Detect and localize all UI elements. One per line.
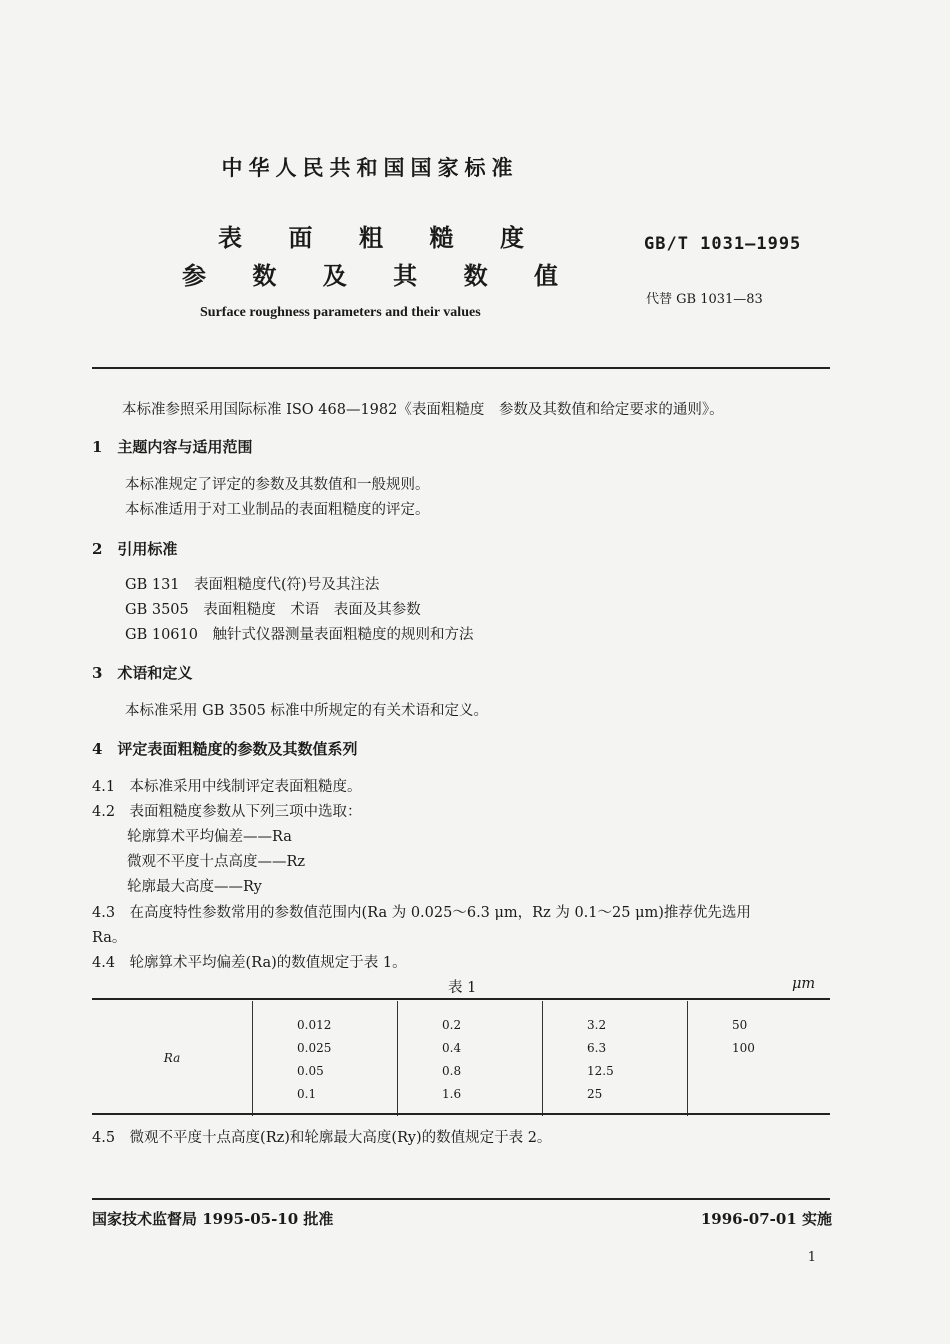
table-row-label: Ra [163, 1051, 181, 1065]
reference-item: GB 10610 触针式仪器测量表面粗糙度的规则和方法 [125, 627, 474, 643]
table-value: 0.025 [297, 1041, 332, 1055]
clause-4-3-continued: Ra。 [92, 930, 127, 946]
table-value: 0.8 [442, 1064, 462, 1078]
replaces-note: 代替 GB 1031—83 [646, 292, 763, 307]
approval-note: 国家技术监督局 1995-05-10 批准 [92, 1210, 334, 1228]
intro-text: 本标准参照采用国际标准 ISO 468—1982《表面粗糙度 参数及其数值和给定要求的通则》。 [122, 402, 724, 418]
title-line-2 [182, 256, 558, 291]
table-top-rule [92, 998, 830, 1000]
clause-4-5: 4.5 微观不平度十点高度(Rz)和轮廓最大高度(Ry)的数值规定于表 2。 [92, 1130, 552, 1146]
issuing-organization: 中华人民共和国国家标准 [221, 155, 519, 180]
table-value: 0.012 [297, 1018, 332, 1032]
reference-item: GB 3505 表面粗糙度 术语 表面及其参数 [125, 602, 421, 618]
table-cell-column-4 [688, 1001, 833, 1116]
table-value: 1.6 [442, 1087, 462, 1101]
reference-item: GB 131 表面粗糙度代(符)号及其注法 [125, 577, 380, 593]
table-bottom-rule [92, 1113, 830, 1115]
page-number: 1 [807, 1250, 816, 1265]
title-char: 粗 [359, 223, 383, 252]
header-divider [92, 367, 830, 369]
title-char: 及 [322, 261, 347, 290]
table-value: 3.2 [587, 1018, 607, 1032]
table-value: 25 [587, 1087, 603, 1101]
section-1-line: 本标准适用于对工业制品的表面粗糙度的评定。 [125, 502, 430, 518]
title-char: 参 [182, 261, 206, 290]
section-3-heading: 3 术语和定义 [92, 664, 193, 682]
table-1-unit: μm [792, 976, 816, 992]
table-row [92, 1001, 832, 1116]
title-char: 度 [500, 223, 524, 252]
title-char: 值 [533, 261, 558, 290]
table-value: 6.3 [587, 1041, 607, 1055]
section-4-heading: 4 评定表面粗糙度的参数及其数值系列 [92, 740, 358, 758]
section-3-line: 本标准采用 GB 3505 标准中所规定的有关术语和定义。 [125, 703, 488, 719]
section-1-heading: 1 主题内容与适用范围 [92, 438, 253, 456]
title-char: 表 [218, 223, 242, 252]
table-1 [92, 1001, 832, 1116]
table-value: 0.4 [442, 1041, 462, 1055]
title-line-1 [218, 218, 524, 253]
table-value: 0.1 [297, 1087, 317, 1101]
table-cell-column-2 [398, 1001, 543, 1116]
footer-divider [92, 1198, 830, 1200]
title-char: 数 [463, 261, 488, 290]
effective-date: 1996-07-01 实施 [700, 1210, 832, 1228]
title-char: 面 [288, 223, 313, 252]
table-cell-column-1 [253, 1001, 398, 1116]
table-cell-column-3 [543, 1001, 688, 1116]
standard-code: GB/T 1031—1995 [644, 234, 802, 254]
table-1-caption: 表 1 [448, 980, 477, 996]
table-value: 100 [732, 1041, 755, 1055]
parameter-item: 轮廓最大高度——Ry [127, 879, 262, 895]
title-char: 数 [252, 261, 277, 290]
section-1-line: 本标准规定了评定的参数及其数值和一般规则。 [125, 477, 430, 493]
table-value: 0.2 [442, 1018, 462, 1032]
clause-4-1: 4.1 本标准采用中线制评定表面粗糙度。 [92, 779, 362, 795]
clause-4-3: 4.3 在高度特性参数常用的参数值范围内(Ra 为 0.025～6.3 μm，Rz 为 0.1～25 μm)推荐优先选用 [92, 905, 751, 921]
table-value: 12.5 [587, 1064, 614, 1078]
table-value: 50 [732, 1018, 748, 1032]
title-char: 糙 [429, 223, 454, 252]
parameter-item: 轮廓算术平均偏差——Ra [127, 829, 292, 845]
clause-4-4: 4.4 轮廓算术平均偏差(Ra)的数值规定于表 1。 [92, 955, 407, 971]
parameter-item: 微观不平度十点高度——Rz [127, 854, 306, 870]
section-2-heading: 2 引用标准 [92, 540, 178, 558]
title-char: 其 [393, 261, 418, 290]
table-value: 0.05 [297, 1064, 324, 1078]
english-title: Surface roughness parameters and their values [200, 305, 481, 320]
clause-4-2: 4.2 表面粗糙度参数从下列三项中选取： [92, 804, 362, 820]
